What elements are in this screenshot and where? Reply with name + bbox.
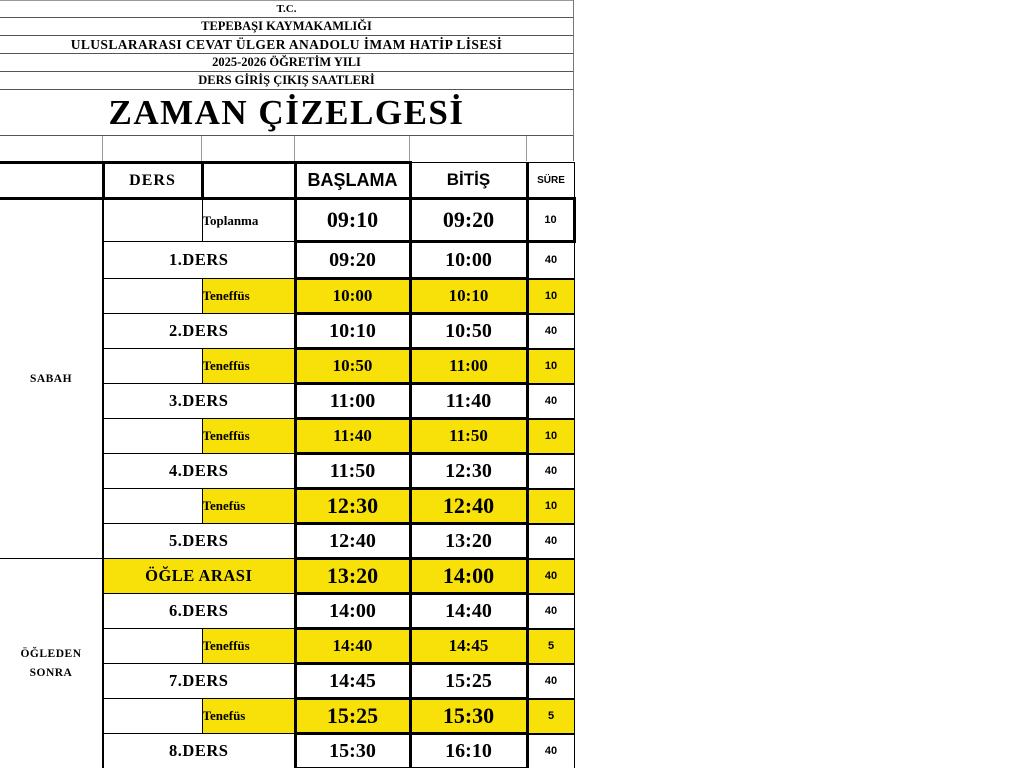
duration-cell: 40	[527, 594, 574, 629]
col-header-ders: DERS	[103, 163, 202, 199]
ders-empty-cell	[103, 629, 202, 664]
start-time-cell: 14:40	[295, 629, 410, 664]
activity-cell: Teneffüs	[202, 629, 295, 664]
end-time-cell: 13:20	[410, 524, 527, 559]
ders-cell: 5.DERS	[103, 524, 295, 559]
ders-empty-cell	[103, 199, 202, 242]
activity-cell: Teneffüs	[202, 419, 295, 454]
ders-cell: 3.DERS	[103, 384, 295, 419]
table-row	[0, 559, 574, 594]
col-header-blank	[202, 163, 295, 199]
start-time-cell: 10:00	[295, 279, 410, 314]
end-time-cell: 14:00	[410, 559, 527, 594]
ders-cell: 4.DERS	[103, 454, 295, 489]
table-row	[0, 199, 574, 242]
ders-empty-cell	[103, 349, 202, 384]
duration-cell: 40	[527, 314, 574, 349]
start-time-cell: 15:30	[295, 734, 410, 768]
start-time-cell: 11:00	[295, 384, 410, 419]
start-time-cell: 11:40	[295, 419, 410, 454]
activity-cell: Tenefüs	[202, 489, 295, 524]
header-line-tc: T.C.	[0, 0, 573, 18]
duration-cell: 10	[527, 279, 574, 314]
end-time-cell: 11:50	[410, 419, 527, 454]
duration-cell: 10	[527, 199, 574, 242]
end-time-cell: 12:30	[410, 454, 527, 489]
table-header-row	[0, 163, 574, 199]
header-line-district: TEPEBAŞI KAYMAKAMLIĞI	[0, 18, 573, 36]
end-time-cell: 12:40	[410, 489, 527, 524]
duration-cell: 5	[527, 629, 574, 664]
duration-cell: 40	[527, 242, 574, 279]
ders-empty-cell	[103, 419, 202, 454]
end-time-cell: 15:30	[410, 699, 527, 734]
start-time-cell: 12:30	[295, 489, 410, 524]
end-time-cell: 15:25	[410, 664, 527, 699]
col-header-baslama: BAŞLAMA	[295, 163, 410, 199]
duration-cell: 10	[527, 419, 574, 454]
header-line-school: ULUSLARARASI CEVAT ÜLGER ANADOLU İMAM HATİP LİSESİ	[0, 36, 573, 54]
ders-empty-cell	[103, 699, 202, 734]
end-time-cell: 14:45	[410, 629, 527, 664]
ders-cell: 6.DERS	[103, 594, 295, 629]
col-header-bitis: BİTİŞ	[410, 163, 527, 199]
duration-cell: 40	[527, 384, 574, 419]
duration-cell: 40	[527, 524, 574, 559]
ders-cell: ÖĞLE ARASI	[103, 559, 295, 594]
activity-cell: Tenefüs	[202, 699, 295, 734]
activity-cell: Teneffüs	[202, 279, 295, 314]
group-cell: SABAH	[0, 199, 103, 559]
ders-cell: 7.DERS	[103, 664, 295, 699]
duration-cell: 40	[527, 559, 574, 594]
ders-cell: 1.DERS	[103, 242, 295, 279]
start-time-cell: 12:40	[295, 524, 410, 559]
ders-cell: 2.DERS	[103, 314, 295, 349]
duration-cell: 40	[527, 734, 574, 768]
start-time-cell: 15:25	[295, 699, 410, 734]
start-time-cell: 10:10	[295, 314, 410, 349]
end-time-cell: 09:20	[410, 199, 527, 242]
page-title: ZAMAN ÇİZELGESİ	[0, 90, 573, 136]
header-line-subtitle: DERS GİRİŞ ÇIKIŞ SAATLERİ	[0, 72, 573, 90]
end-time-cell: 10:00	[410, 242, 527, 279]
duration-cell: 5	[527, 699, 574, 734]
ders-empty-cell	[103, 489, 202, 524]
header-line-year: 2025-2026 ÖĞRETİM YILI	[0, 54, 573, 72]
col-header-sure: SÜRE	[527, 163, 574, 199]
duration-cell: 10	[527, 349, 574, 384]
activity-cell: Toplanma	[202, 199, 295, 242]
start-time-cell: 11:50	[295, 454, 410, 489]
start-time-cell: 09:20	[295, 242, 410, 279]
start-time-cell: 09:10	[295, 199, 410, 242]
start-time-cell: 13:20	[295, 559, 410, 594]
schedule-body	[0, 199, 574, 768]
ders-cell: 8.DERS	[103, 734, 295, 768]
schedule-table	[0, 161, 576, 768]
end-time-cell: 10:50	[410, 314, 527, 349]
end-time-cell: 11:00	[410, 349, 527, 384]
end-time-cell: 10:10	[410, 279, 527, 314]
end-time-cell: 11:40	[410, 384, 527, 419]
ders-empty-cell	[103, 279, 202, 314]
empty-grid-row	[0, 136, 574, 161]
document-header	[0, 0, 574, 136]
duration-cell: 40	[527, 664, 574, 699]
end-time-cell: 14:40	[410, 594, 527, 629]
start-time-cell: 14:45	[295, 664, 410, 699]
col-header-group	[0, 163, 103, 199]
duration-cell: 40	[527, 454, 574, 489]
activity-cell: Teneffüs	[202, 349, 295, 384]
start-time-cell: 14:00	[295, 594, 410, 629]
end-time-cell: 16:10	[410, 734, 527, 768]
group-cell: ÖĞLEDEN SONRA	[0, 559, 103, 768]
duration-cell: 10	[527, 489, 574, 524]
start-time-cell: 10:50	[295, 349, 410, 384]
